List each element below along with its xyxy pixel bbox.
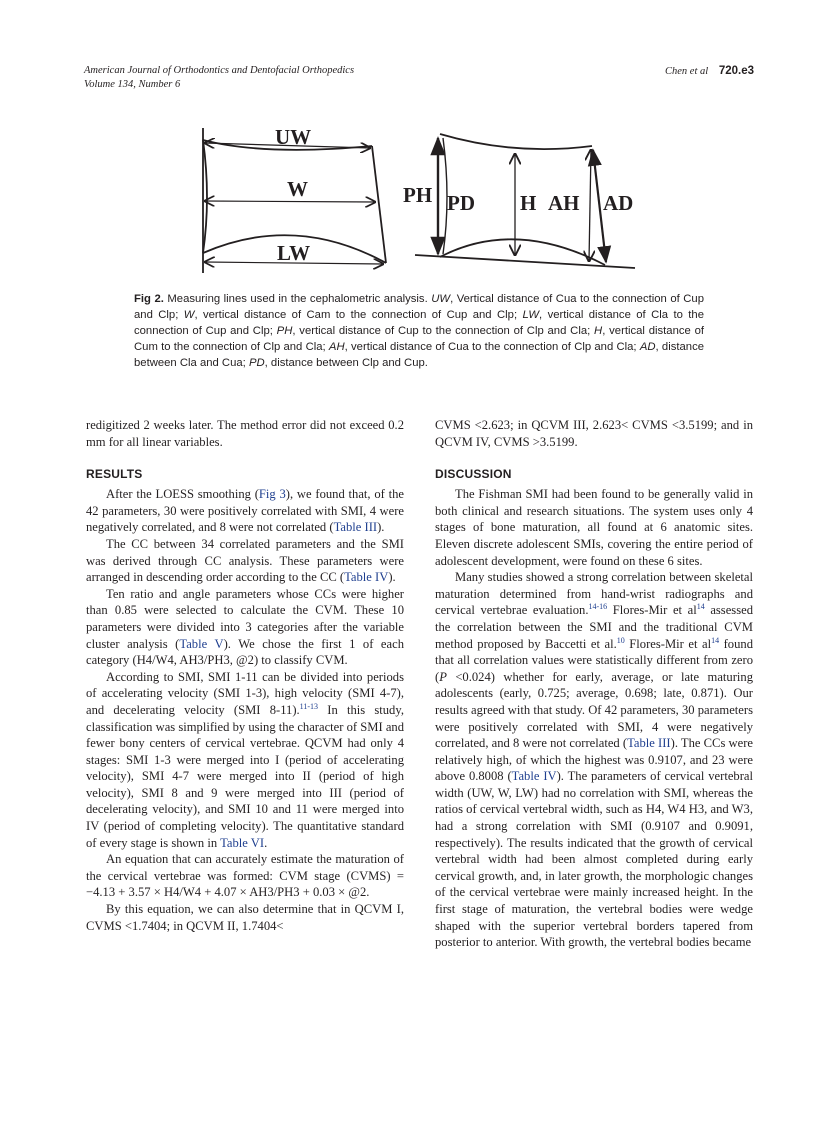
label-ah: AH [548,191,580,215]
caption-term-def: , vertical distance of Cla to the connection of Cup and Clp; [134,309,704,337]
label-uw: UW [275,125,312,149]
label-lw: LW [277,241,311,265]
table-v-link[interactable]: Table V [179,636,224,651]
label-h: H [520,191,537,215]
table-vi-link[interactable]: Table VI [220,835,265,850]
caption-term-abbr: LW [522,309,540,321]
caption-term-abbr: PH [276,325,293,337]
discussion-heading: DISCUSSION [435,467,512,482]
p-value-symbol: P [439,669,447,684]
caption-term-abbr: AD [639,341,656,353]
text: Flores-Mir et al [607,603,697,618]
text: Ten ratio and angle parameters whose CCs were higher than 0.85 were selected to calculate the CVM. These 10 parameters were divided into 3 categories after the variable cluster analysis ( [86,586,404,651]
text: In this study, classification was simplified by using the character of SMI and fewer bony centers of cervical vertebrae. QCVM had only 4 stages: SMI 1-3 were merged into I (period of accelerating velocity), SMI 4-7 were merged into II (period of high velocity), SMI 8 and 9 were merged into III (period of decelerating velocity), and SMI 10 and 11 were merged into IV (period of completing velocity). The quantitative standard of every stage is shown in [86,702,404,850]
caption-term-abbr: H [594,325,603,337]
text: According to SMI, SMI 1-11 can be divided into periods of accelerating velocity (SMI 1-3), high velocity (SMI 4-7), and decelerating velocity (SMI 8-11). [86,669,404,717]
right-column [435,417,753,951]
equation-paragraph: An equation that can accurately estimate the maturation of the cervical vertebrae was formed: CVM stage (CVMS) = −4.13 + 3.57 × H4/W4 + 4.07 × AH3/PH3 + 0.03 × @2. [86,852,404,900]
text: Flores-Mir et al [624,636,712,651]
caption-term-def: , vertical distance of Cup to the connection of Clp and Cla; [292,325,595,337]
figure-label: Fig 2. [134,293,164,305]
paragraph [86,536,404,586]
caption-term-def: , distance between Cla and Cua; [134,341,704,369]
text: assessed the correlation between the SMI and the traditional CVM method proposed by Baccetti et al. [435,603,753,651]
journal-volume: Volume 134, Number 6 [84,79,181,90]
caption-term-def: , vertical distance of Cam to the connection of Cup and Clp; [194,309,523,321]
paragraph [435,569,753,951]
text: ), we found that, of the 42 parameters, 30 were positively correlated with SMI, 4 were negatively correlated, and 8 were not correlated ( [86,487,404,535]
label-pd: PD [447,191,475,215]
reference-superscript[interactable]: 14 [711,635,720,645]
text: found that all correlation values were statistically different from zero ( [435,636,753,684]
reference-superscript[interactable]: 11-13 [299,701,319,711]
reference-superscript[interactable]: 10 [616,635,625,645]
text: ). The CCs were relatively high, of which the highest was 0.9107, and 23 were above 0.8008 ( [435,736,753,784]
fig-3-link[interactable]: Fig 3 [258,487,286,502]
figure-2-diagram [195,118,655,278]
text: The CC between 34 correlated parameters and the SMI was derived through CC analysis. These parameters were arranged in descending order according to the CC ( [86,536,404,585]
caption-term-def: , vertical distance of Cum to the connection of Clp and Cla; [134,325,704,353]
table-iii-link[interactable]: Table III [627,736,671,751]
caption-term-def: , Vertical distance of Cua to the connection of Cup and Clp; [134,293,704,321]
caption-term-abbr: W [183,309,195,321]
journal-title: American Journal of Orthodontics and Dentofacial Orthopedics [84,65,355,76]
text: ). [388,570,396,585]
table-iii-link[interactable]: Table III [333,520,378,535]
page-number: 720.e3 [718,65,754,77]
label-w: W [287,177,308,201]
text: . [264,835,268,850]
caption-term-abbr: UW [431,293,451,305]
reference-superscript[interactable]: 14 [696,602,705,612]
running-header-journal [84,64,354,92]
label-ad: AD [603,191,634,215]
left-column [86,417,404,934]
text: After the LOESS smoothing ( [106,487,259,502]
paragraph: The Fishman SMI had been found to be generally valid in both clinical and research situations. The system uses only 4 stages of bone maturation, all found at 6 anatomic sites. Eleven discrete adolescent SMIs, covering the entire period of adolescent development, were found on these 6 sites. [435,487,753,568]
author-line: Chen et al [665,66,709,77]
caption-intro: Measuring lines used in the cephalometric analysis. [163,293,432,305]
paragraph [86,586,404,669]
paragraph: CVMS <2.623; in QCVM III, 2.623< CVMS <3.5199; and in QCVM IV, CVMS >3.5199. [435,418,753,449]
paragraph [86,669,404,852]
text: <0.024) whether for early, average, or late maturing adolescents (early, 0.725; average, 0.698; late, 0.871). Our results agreed with that study. Of 42 parameters, 30 parameters were positively correlated with SMI, 4 were negatively correlated, and 8 were not correlated ( [435,669,753,751]
running-header-page [665,64,754,79]
label-ph: PH [403,183,433,207]
figure-caption [134,291,704,371]
text: Many studies showed a strong correlation between skeletal maturation determined from hand-wrist radiographs and cervical vertebrae evaluation. [435,570,753,618]
reference-superscript[interactable]: 14-16 [588,602,608,612]
results-heading: RESULTS [86,467,143,482]
table-iv-link[interactable]: Table IV [344,570,389,585]
text: ). We chose the first 1 of each category (H4/W4, AH3/PH3, @2) to classify CVM. [86,636,405,668]
paragraph [86,486,404,536]
paragraph: redigitized 2 weeks later. The method error did not exceed 0.2 mm for all linear variables. [86,418,404,449]
caption-term-abbr: PD [248,357,265,369]
table-iv-link[interactable]: Table IV [511,769,557,784]
paragraph: By this equation, we can also determine that in QCVM I, CVMS <1.7404; in QCVM II, 1.7404< [86,902,404,933]
vertebra-measurement-diagram [195,118,655,278]
caption-term-def: , distance between Clp and Cup. [264,357,428,369]
caption-term-def: , vertical distance of Cua to the connection of Clp and Cla; [344,341,640,353]
text: ). [377,520,385,535]
caption-term-abbr: AH [328,341,345,353]
text: ). The parameters of cervical vertebral width (UW, W, LW) had no correlation with SMI, whereas the ratios of cervical vertebral width, such as H4, W4 H3, and W3, had a strong correlation with SMI (0.9107 and 0.9091, respectively). The results indicated that the growth of cervical vertebral width had been almost completed during early cervical growth, and, in later growth, the morphologic changes of the cervical vertebrae were mainly increased height. In the first stage of maturation, the vertebral bodies were wedge shaped with the superior vertebral borders tapered from posterior to anterior. With growth, the vertebral bodies became [435,769,753,950]
